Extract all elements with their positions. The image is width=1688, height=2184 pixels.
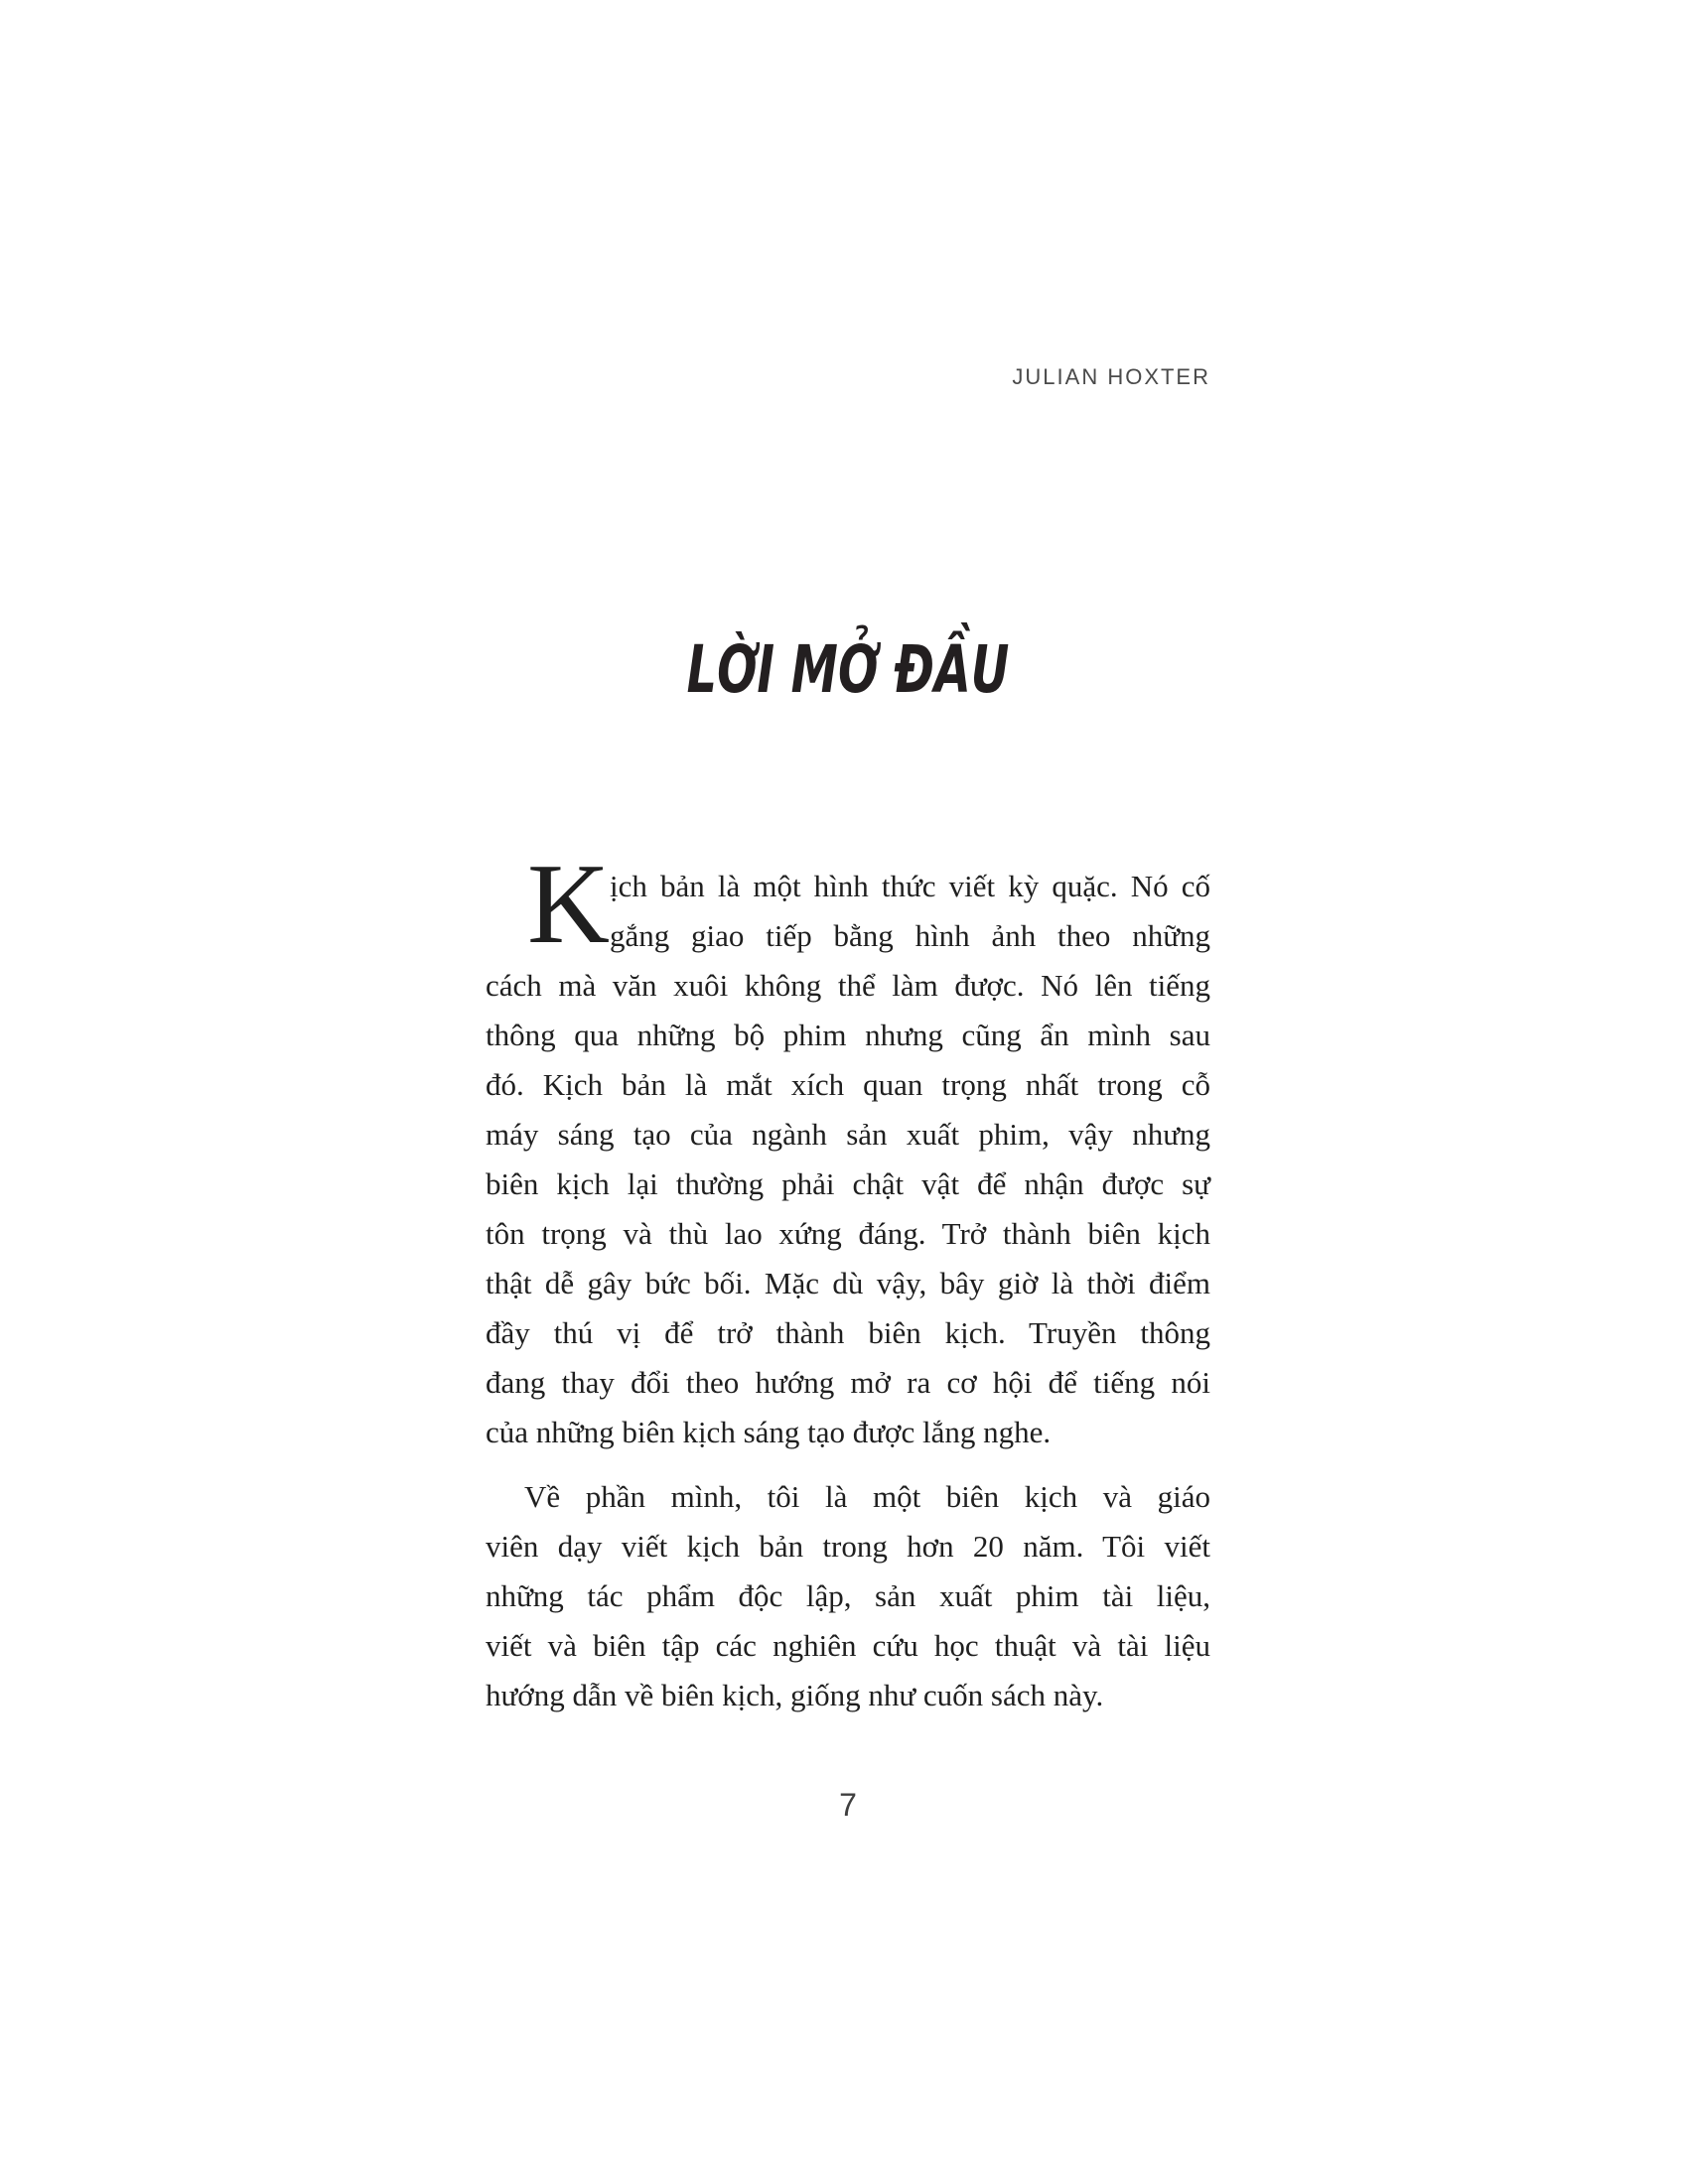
text-line: đang thay đổi theo hướng mở ra cơ hội để tiếng nói bbox=[486, 1365, 1210, 1400]
drop-cap: K bbox=[527, 841, 611, 967]
text-line: những tác phẩm độc lập, sản xuất phim tài liệu, bbox=[486, 1578, 1210, 1613]
text-line: đầy thú vị để trở thành biên kịch. Truyền thông bbox=[486, 1315, 1210, 1350]
text-line: của những biên kịch sáng tạo được lắng nghe. bbox=[486, 1415, 1052, 1449]
text-line: hướng dẫn về biên kịch, giống như cuốn sách này. bbox=[486, 1678, 1104, 1712]
text-line: ịch bản là một hình thức viết kỳ quặc. Nó cố bbox=[610, 869, 1210, 903]
text-line: biên kịch lại thường phải chật vật để nhận được sự bbox=[486, 1166, 1210, 1201]
text-line: tôn trọng và thù lao xứng đáng. Trở thành biên kịch bbox=[486, 1216, 1210, 1251]
body-text bbox=[486, 841, 1210, 1720]
text-line: máy sáng tạo của ngành sản xuất phim, vậy nhưng bbox=[486, 1117, 1210, 1152]
paragraph-author-background bbox=[486, 1472, 1210, 1720]
text-line: đó. Kịch bản là mắt xích quan trọng nhất trong cỗ bbox=[486, 1067, 1210, 1102]
text-line: cách mà văn xuôi không thể làm được. Nó lên tiếng bbox=[486, 968, 1210, 1003]
text-line: thông qua những bộ phim nhưng cũng ẩn mình sau bbox=[486, 1018, 1210, 1052]
paragraph-intro bbox=[486, 841, 1210, 1457]
text-line: viên dạy viết kịch bản trong hơn 20 năm. Tôi viết bbox=[486, 1529, 1210, 1564]
running-header-author: JULIAN HOXTER bbox=[1012, 364, 1210, 389]
text-line: viết và biên tập các nghiên cứu học thuật và tài liệu bbox=[486, 1628, 1210, 1663]
text-line: thật dễ gây bức bối. Mặc dù vậy, bây giờ là thời điểm bbox=[486, 1266, 1210, 1300]
page-number: 7 bbox=[839, 1787, 857, 1823]
chapter-title: LỜI MỞ ĐẦU bbox=[686, 631, 1010, 708]
text-line: gắng giao tiếp bằng hình ảnh theo những bbox=[610, 918, 1210, 953]
text-column bbox=[486, 0, 1210, 2184]
text-line: Về phần mình, tôi là một biên kịch và giáo bbox=[524, 1479, 1210, 1514]
